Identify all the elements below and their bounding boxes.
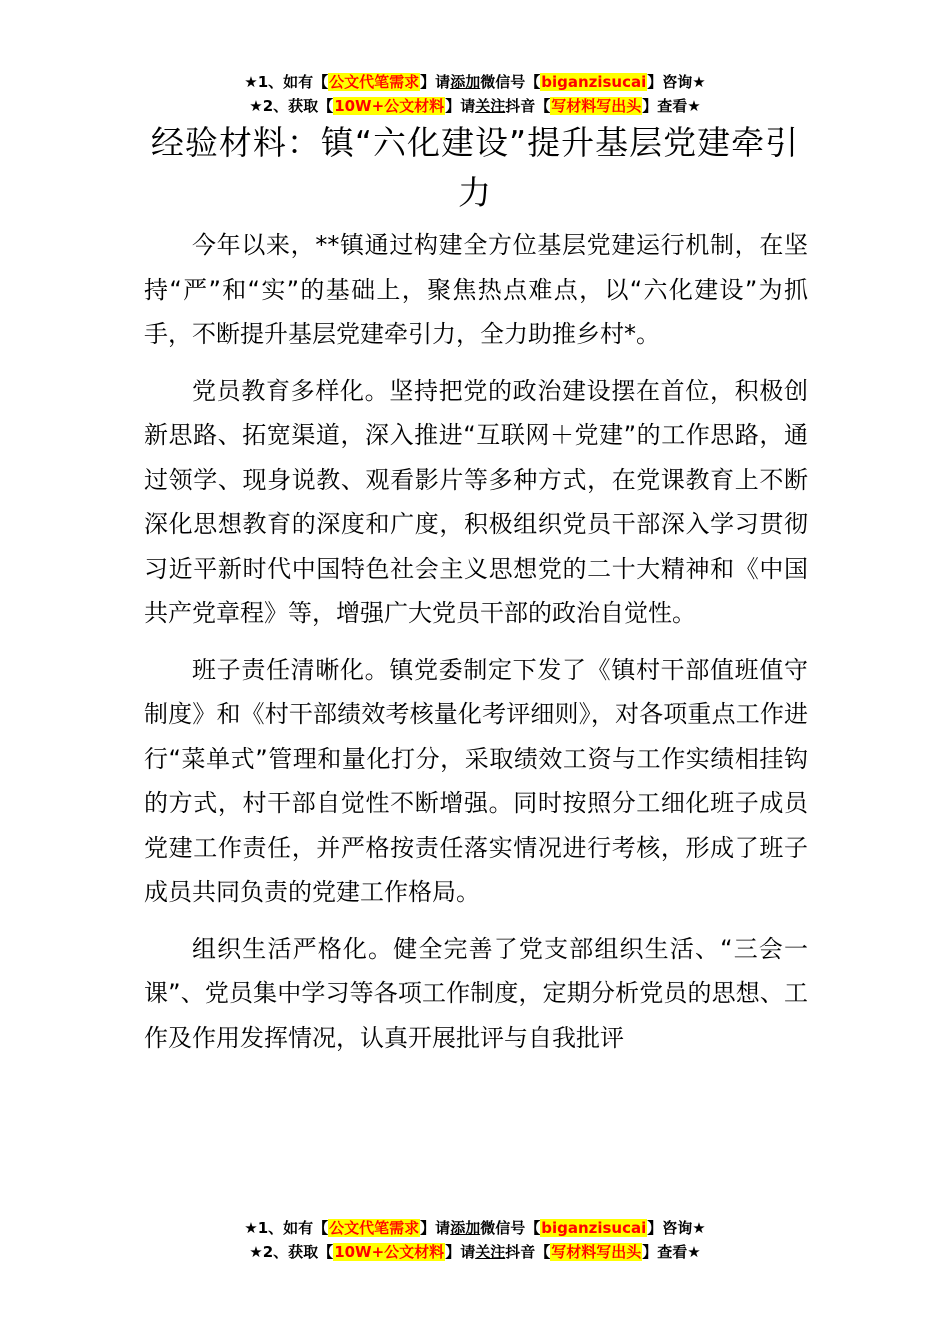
promo-text: 抖音【 [505,1243,551,1261]
document-title: 经验材料：镇“六化建设”提升基层党建牵引力 [150,123,800,212]
promo-emphasis: 添加 [450,73,481,91]
promo-text: 】请 [445,97,476,115]
promo-line-2 [0,1240,950,1264]
promo-text: 】咨询★ [647,73,706,91]
promo-text: ★1、如有【 [244,73,329,91]
promo-text: 】查看★ [642,1243,701,1261]
promo-highlight: 10W+公文材料 [334,97,445,115]
promo-wechat-id: biganzisucai [541,1219,647,1237]
promo-text: 】请 [445,1243,476,1261]
top-promo-banner [0,70,950,118]
promo-text: ★1、如有【 [244,1219,329,1237]
promo-text: 微信号【 [480,73,541,91]
promo-text: ★2、获取【 [249,97,334,115]
bottom-promo-banner [0,1216,950,1264]
promo-text: 抖音【 [505,97,551,115]
promo-wechat-id: biganzisucai [541,73,647,91]
paragraph-education: 党员教育多样化。坚持把党的政治建设摆在首位，积极创新思路、拓宽渠道，深入推进“互联网＋党建”的工作思路，通过领学、现身说教、观看影片等多种方式，在党课教育上不断深化思想教育的深度和广度，积极组织党员干部深入学习贯彻习近平新时代中国特色社会主义思想党的二十大精神和《中国共产党章程》等，增强广大党员干部的政治自觉性。 [144,376,808,627]
promo-text: 】咨询★ [647,1219,706,1237]
promo-text: 】请 [420,73,451,91]
promo-emphasis: 添加 [450,1219,481,1237]
promo-highlight: 公文代笔需求 [329,1219,420,1237]
promo-highlight: 10W+公文材料 [334,1243,445,1261]
promo-emphasis: 关注 [475,97,506,115]
promo-text: 】请 [420,1219,451,1237]
promo-text: 微信号【 [480,1219,541,1237]
document-body [144,223,808,1072]
promo-text: ★2、获取【 [249,1243,334,1261]
promo-highlight: 公文代笔需求 [329,73,420,91]
promo-line-1 [0,70,950,94]
promo-line-1 [0,1216,950,1240]
promo-emphasis: 关注 [475,1243,506,1261]
promo-text: 】查看★ [642,97,701,115]
paragraph-intro: 今年以来，**镇通过构建全方位基层党建运行机制，在坚持“严”和“实”的基础上，聚焦热点难点，以“六化建设”为抓手，不断提升基层党建牵引力，全力助推乡村*。 [144,231,808,348]
paragraph-responsibility: 班子责任清晰化。镇党委制定下发了《镇村干部值班值守制度》和《村干部绩效考核量化考评细则》，对各项重点工作进行“菜单式”管理和量化打分，采取绩效工资与工作实绩相挂钩的方式，村干部自觉性不断增强。同时按照分工细化班子成员党建工作责任，并严格按责任落实情况进行考核，形成了班子成员共同负责的党建工作格局。 [144,655,808,906]
promo-douyin-id: 写材料写出头 [551,1243,642,1261]
promo-douyin-id: 写材料写出头 [551,97,642,115]
promo-line-2 [0,94,950,118]
paragraph-organization: 组织生活严格化。健全完善了党支部组织生活、“三会一课”、党员集中学习等各项工作制度，定期分析党员的思想、工作及作用发挥情况，认真开展批评与自我批评 [144,934,808,1052]
